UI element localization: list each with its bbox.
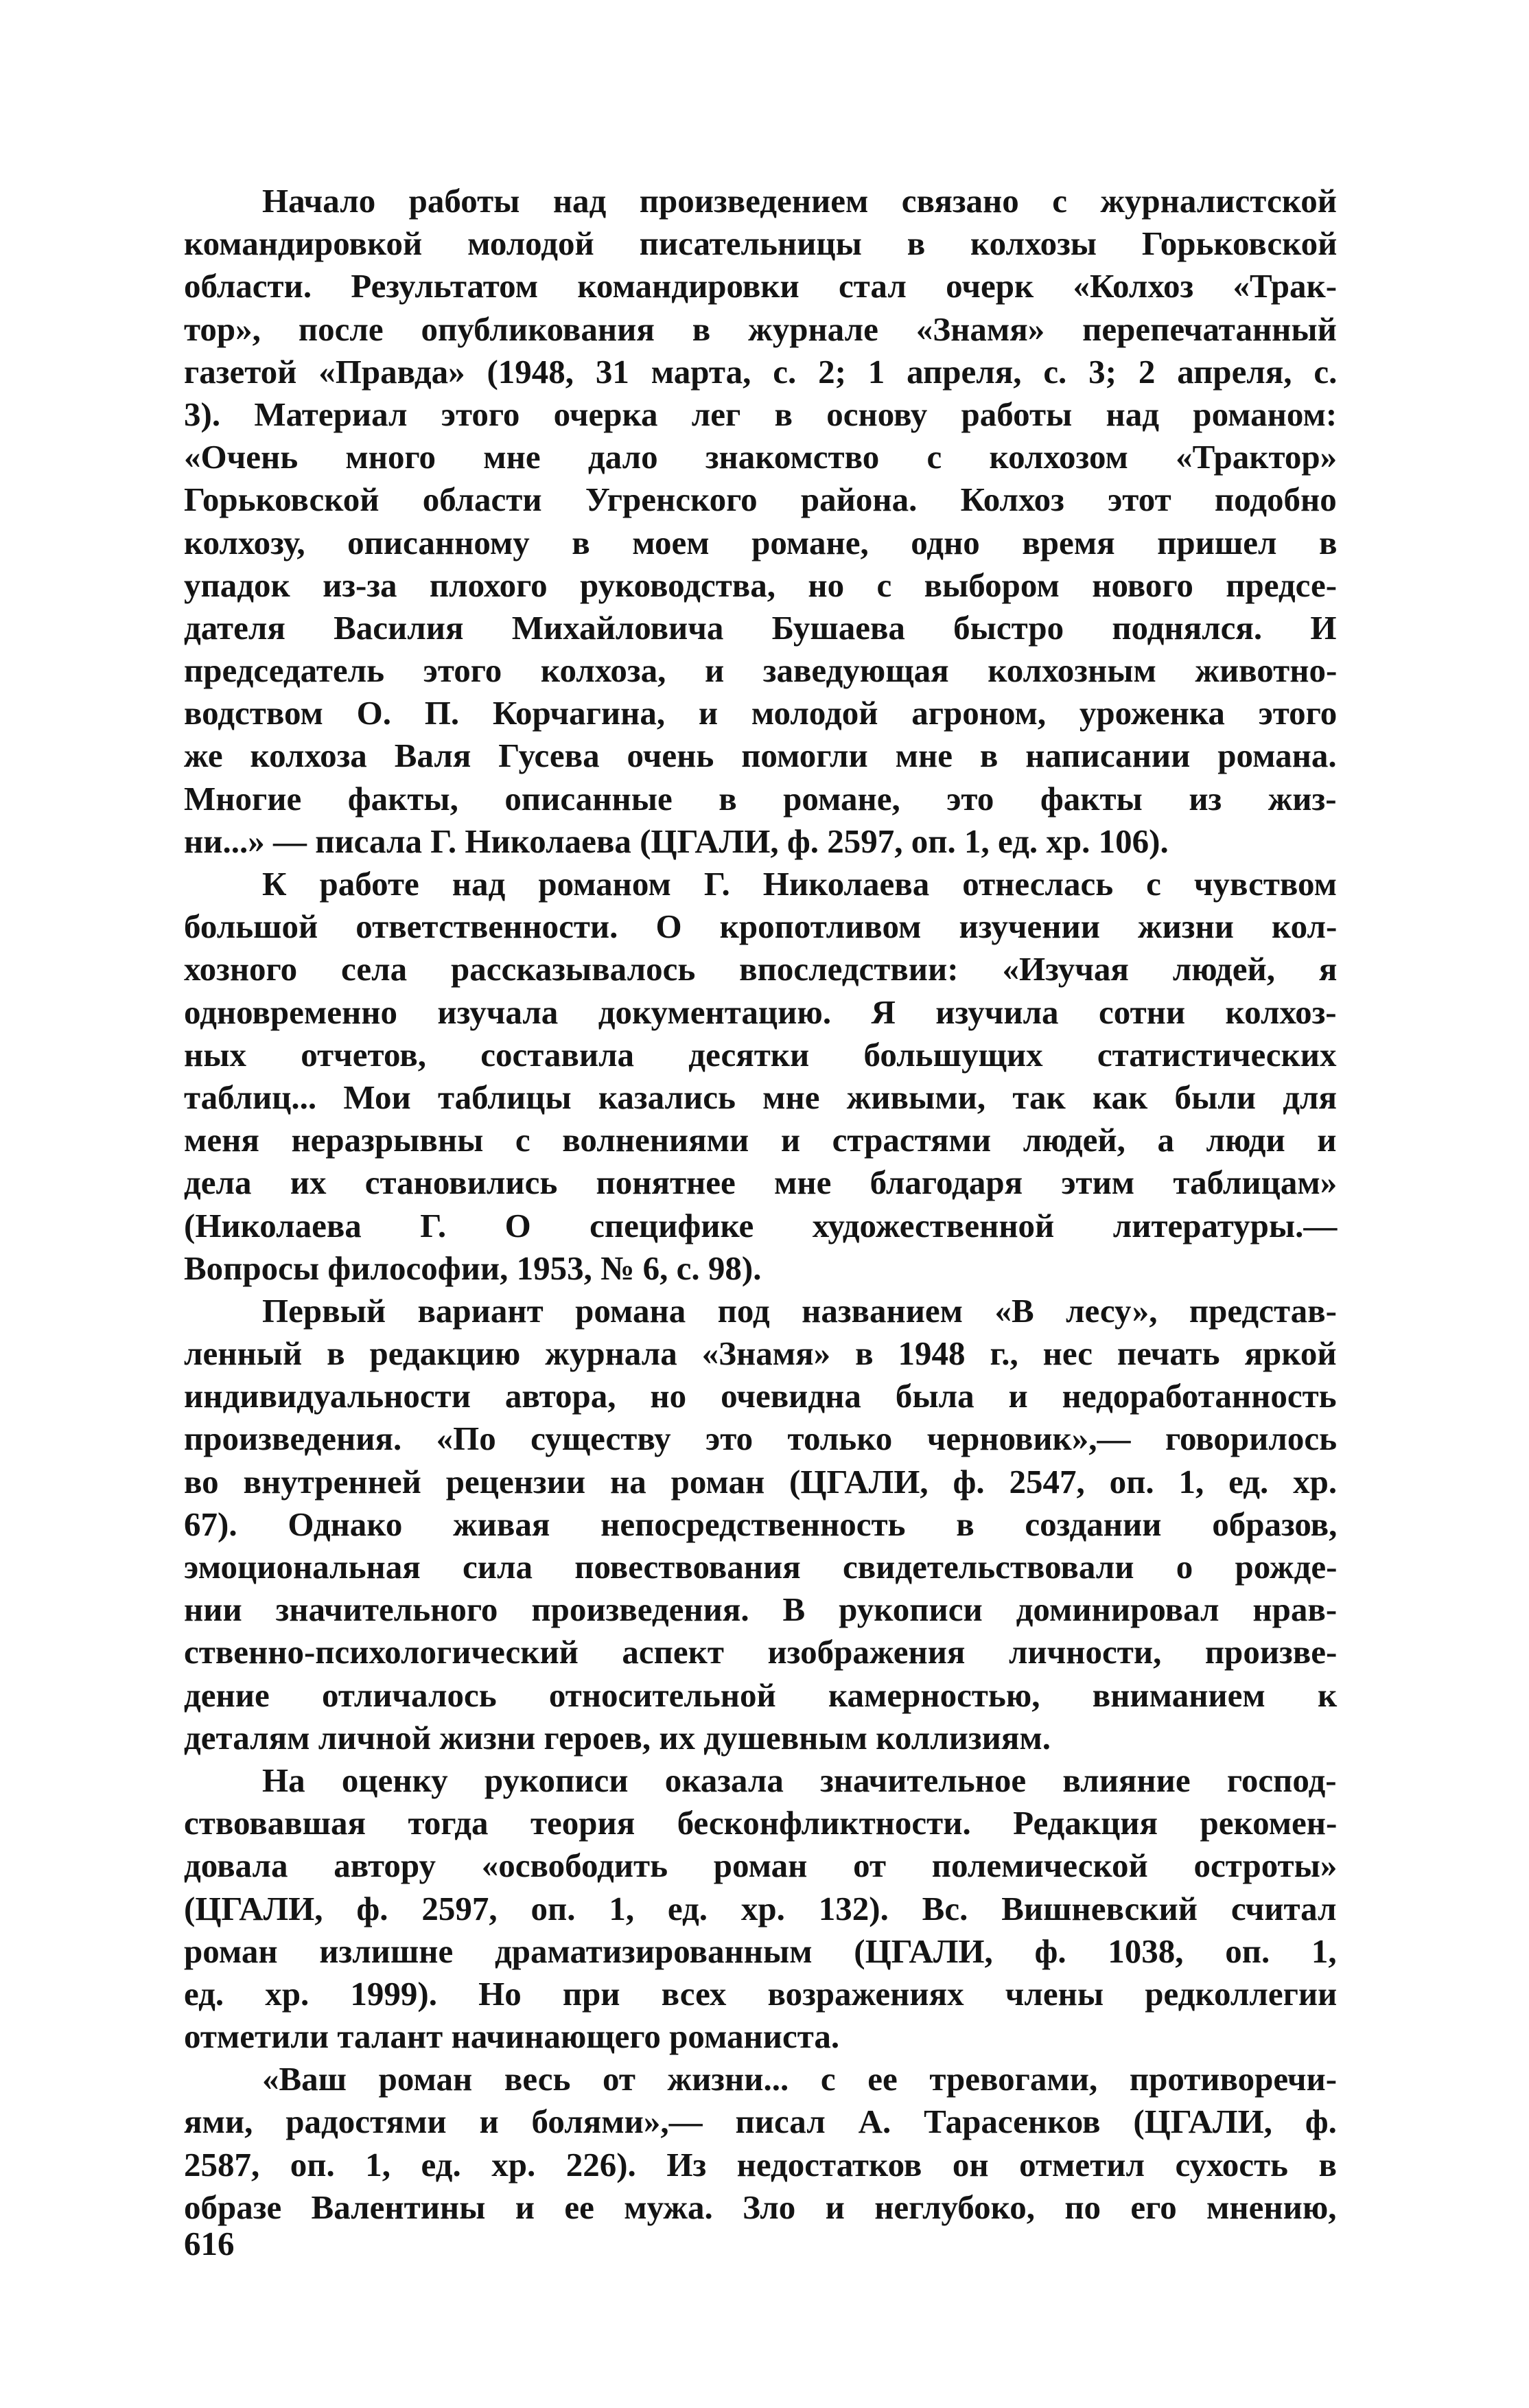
paragraph — [184, 1290, 1337, 1759]
text-line: ями, радостями и болями»,— писал А. Тарасенков (ЦГАЛИ, ф. — [184, 2103, 1337, 2141]
text-line: роман излишне драматизированным (ЦГАЛИ, ф. 1038, оп. 1, — [184, 1932, 1337, 1970]
text-line: «Очень много мне дало знакомство с колхозом «Трактор» — [184, 438, 1338, 476]
text-line: водством О. П. Корчагина, и молодой агроном, уроженка этого — [184, 694, 1338, 732]
text-line: «Ваш роман весь от жизни... с ее тревогами, противоречи- — [262, 2060, 1338, 2098]
text-line: колхозу, описанному в моем романе, одно время пришел в — [184, 523, 1338, 562]
text-line: деталям личной жизни героев, их душевным коллизиям. — [184, 1718, 1051, 1757]
text-line: упадок из-за плохого руководства, но с выбором нового предсе- — [184, 566, 1338, 604]
text-line: большой ответственности. О кропотливом изучении жизни кол- — [184, 907, 1338, 946]
text-line: председатель этого колхоза, и заведующая колхозным животно- — [184, 651, 1338, 690]
text-line: 2587, оп. 1, ед. хр. 226). Из недостатков он отметил сухость в — [184, 2145, 1337, 2184]
text-line: (Николаева Г. О специфике художественной литературы.— — [184, 1206, 1338, 1244]
text-line: командировкой молодой писательницы в колхозы Горьковской — [184, 224, 1338, 263]
text-line: тор», после опубликования в журнале «Знамя» перепечатанный — [184, 310, 1337, 348]
body-text — [184, 180, 1337, 2229]
text-line: дела их становились понятнее мне благодаря этим таблицам» — [184, 1164, 1338, 1202]
text-line: На оценку рукописи оказала значительное влияние господ- — [262, 1761, 1337, 1799]
text-line: хозного села рассказывалось впоследствии: «Изучая людей, я — [184, 950, 1338, 988]
text-line: довала автору «освободить роман от полемической остроты» — [184, 1846, 1338, 1885]
text-line: отметили талант начинающего романиста. — [184, 2017, 840, 2056]
text-line: области. Результатом командировки стал очерк «Колхоз «Трак- — [184, 267, 1338, 305]
paragraph — [184, 1759, 1337, 2058]
page-number: 616 — [184, 2225, 235, 2262]
text-line: одновременно изучала документацию. Я изучила сотни колхоз- — [184, 993, 1337, 1031]
paragraph — [184, 863, 1337, 1290]
text-line: ственно-психологический аспект изображения личности, произве- — [184, 1633, 1338, 1671]
text-line: таблиц... Мои таблицы казались мне живыми, так как были для — [184, 1078, 1337, 1116]
paragraph — [184, 180, 1337, 863]
text-line: образе Валентины и ее мужа. Зло и неглубоко, по его мнению, — [184, 2188, 1337, 2226]
text-line: ленный в редакцию журнала «Знамя» в 1948 г., нес печать яркой — [184, 1334, 1337, 1373]
text-line: индивидуальности автора, но очевидна была и недоработанность — [184, 1377, 1337, 1415]
text-line: К работе над романом Г. Николаева отнеслась с чувством — [262, 865, 1337, 903]
text-line: Первый вариант романа под названием «В лесу», представ- — [262, 1291, 1337, 1330]
text-line: ед. хр. 1999). Но при всех возражениях члены редколлегии — [184, 1974, 1338, 2013]
text-line: же колхоза Валя Гусева очень помогли мне в написании романа. — [184, 737, 1337, 775]
text-line: произведения. «По существу это только черновик»,— говорилось — [184, 1420, 1338, 1458]
paragraph — [184, 2058, 1337, 2229]
text-line: ни...» — писала Г. Николаева (ЦГАЛИ, ф. 2597, оп. 1, ед. хр. 106). — [184, 822, 1169, 860]
text-line: 67). Однако живая непосредственность в создании образов, — [184, 1505, 1338, 1543]
text-line: Вопросы философии, 1953, № 6, с. 98). — [184, 1249, 762, 1287]
text-line: ствовавшая тогда теория бесконфликтности. Редакция рекомен- — [184, 1804, 1338, 1842]
text-line: Многие факты, описанные в романе, это факты из жиз- — [184, 779, 1337, 818]
text-line: дателя Василия Михайловича Бушаева быстро поднялся. И — [184, 608, 1337, 647]
text-line: меня неразрывны с волнениями и страстями людей, а люди и — [184, 1121, 1337, 1159]
text-line: нии значительного произведения. В рукописи доминировал нрав- — [184, 1590, 1338, 1629]
text-line: газетой «Правда» (1948, 31 марта, с. 2; 1 апреля, с. 3; 2 апреля, с. — [184, 352, 1338, 391]
text-line: Начало работы над произведением связано с журналистской — [262, 182, 1338, 220]
text-line: Горьковской области Угренского района. Колхоз этот подобно — [184, 481, 1337, 519]
text-line: ных отчетов, составила десятки большущих статистических — [184, 1035, 1337, 1074]
text-line: (ЦГАЛИ, ф. 2597, оп. 1, ед. хр. 132). Вс. Вишневский считал — [184, 1889, 1337, 1927]
text-line: 3). Материал этого очерка лег в основу работы над романом: — [184, 395, 1338, 433]
text-line: дение отличалось относительной камерностью, вниманием к — [184, 1676, 1338, 1714]
text-line: во внутренней рецензии на роман (ЦГАЛИ, ф. 2547, оп. 1, ед. хр. — [184, 1462, 1338, 1501]
text-line: эмоциональная сила повествования свидетельствовали о рожде- — [184, 1548, 1338, 1586]
